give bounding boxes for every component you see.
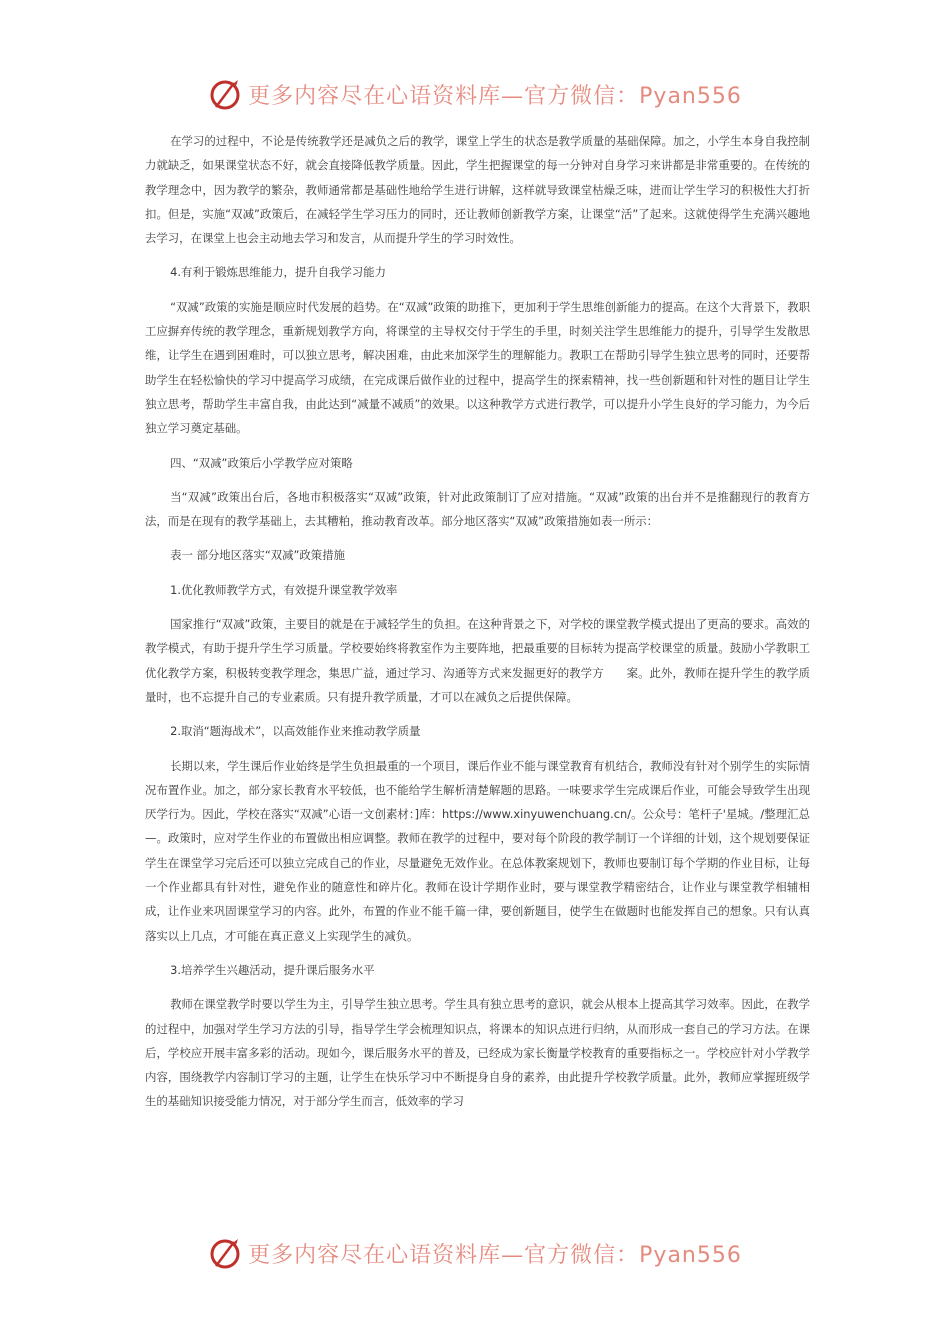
banner-text [248, 79, 742, 110]
banner-dash: — [501, 1242, 525, 1268]
banner-main-text: 更多内容尽在心语资料库 [248, 83, 502, 109]
quill-ink-logo-icon [208, 77, 242, 111]
heading-2: 2.取消“题海战术”，以高效能作业来推动教学质量 [170, 724, 421, 739]
banner-official-label: 官方微信： [524, 83, 640, 109]
article-body [145, 129, 810, 1114]
banner-text [248, 1238, 742, 1269]
heading-3: 3.培养学生兴趣活动，提升课后服务水平 [170, 962, 375, 977]
table-caption: 表一 部分地区落实“双减”政策措施 [170, 548, 345, 563]
footer-watermark-banner [0, 1233, 950, 1273]
banner-wechat-id: Pyan556 [639, 83, 742, 109]
heading-4: 4.有利于锻炼思维能力，提升自我学习能力 [170, 265, 386, 280]
header-watermark-banner [0, 74, 950, 114]
banner-main-text: 更多内容尽在心语资料库 [248, 1242, 502, 1268]
paragraph-5: 长期以来，学生课后作业始终是学生负担最重的一个项目，课后作业不能与课堂教育有机结合，教师没有针对个别学生的实际情况布置作业。加之，部分家长教育水平较低，也不能给学生解析清楚解题的思路。一味要求学生完成课后作业，可能会导致学生出现厌学行为。因此，学校在落实“双减”心语一文创素材：]库：https://www.xinyuwenchuang.cn/。公众号：笔杆子'星城。/整理汇总—。政策时，应对学生作业的布置做出相应调整。教师在教学的过程中，要对每个阶段的教学制订一个详细的计划，这个规划要保证学生在课堂学习完后还可以独立完成自己的作业，尽量避免无效作业。在总体教案规划下，教师也要制订每个学期的作业目标，让每一个作业都具有针对性，避免作业的随意性和碎片化。教师在设计学期作业时，要与课堂教学精密结合，让作业与课堂教学相辅相成，让作业来巩固课堂学习的内容。此外，布置的作业不能千篇一律，要创新题目，使学生在做题时也能发挥自己的想象。只有认真落实以上几点，才可能在真正意义上实现学生的减负。 [145, 758, 810, 943]
paragraph-1: 在学习的过程中，不论是传统教学还是减负之后的教学，课堂上学生的状态是教学质量的基础保障。加之，小学生本身自我控制力就缺乏，如果课堂状态不好，就会直接降低教学质量。因此，学生把握课堂的每一分钟对自身学习来讲都是非常重要的。在传统的教学理念中，因为教学的繁杂，教师通常都是基础性地给学生进行讲解，这样就导致课堂枯燥乏味，进而让学生学习的积极性大打折扣。但是，实施“双减”政策后，在减轻学生学习压力的同时，还让教师创新教学方案，让课堂“活”了起来。这就使得学生充满兴趣地去学习，在课堂上也会主动地去学习和发言，从而提升学生的学习时效性。 [145, 134, 810, 246]
paragraph-3: 当“双减”政策出台后，各地市积极落实“双减”政策，针对此政策制订了应对措施。“双减”政策的出台并不是推翻现行的教育方法，而是在现有的教学基础上，去其糟粕，推动教育改革。部分地区落实“双减”政策措施如表一所示： [145, 489, 810, 529]
paragraph-2: “双减”政策的实施是顺应时代发展的趋势。在“双减”政策的助推下，更加利于学生思维创新能力的提高。在这个大背景下，教职工应摒弃传统的教学理念，重新规划教学方向，将课堂的主导权交付于学生的手里，时刻关注学生思维能力的提升，引导学生发散思维，让学生在遇到困难时，可以独立思考，解决困难，由此来加深学生的理解能力。教职工在帮助引导学生独立思考的同时，还要帮助学生在轻松愉快的学习中提高学习成绩，在完成课后做作业的过程中，提高学生的探索精神，找一些创新题和针对性的题目让学生独立思考，帮助学生丰富自我，由此达到“减量不减质”的效果。以这种教学方式进行教学，可以提升小学生良好的学习能力，为今后独立学习奠定基础。 [145, 299, 810, 436]
quill-ink-logo-icon [208, 1236, 242, 1270]
section-heading-4: 四、“双减”政策后小学教学应对策略 [170, 455, 353, 470]
heading-1: 1.优化教师教学方式，有效提升课堂教学效率 [170, 582, 398, 597]
paragraph-4: 国家推行“双减”政策，主要目的就是在于减轻学生的负担。在这种背景之下，对学校的课堂教学模式提出了更高的要求。高效的教学模式，有助于提升学生学习质量。学校要始终将教室作为主要阵地，把最重要的目标转为提高学校课堂的质量。鼓励小学教职工优化教学方案，积极转变教学理念，集思广益，通过学习、沟通等方式来发掘更好的教学方 案。此外，教师在提升学生的教学质量时，也不忘提升自己的专业素质。只有提升教学质量，才可以在减负之后提供保障。 [145, 617, 810, 704]
banner-official-label: 官方微信： [524, 1242, 640, 1268]
banner-wechat-id: Pyan556 [639, 1242, 742, 1268]
paragraph-6: 教师在课堂教学时要以学生为主，引导学生独立思考。学生具有独立思考的意识，就会从根本上提高其学习效率。因此，在教学的过程中，加强对学生学习方法的引导，指导学生学会梳理知识点，将课本的知识点进行归纳，从而形成一套自己的学习方法。在课后，学校应开展丰富多彩的活动。现如今，课后服务水平的普及，已经成为家长衡量学校教育的重要指标之一。学校应针对小学教学内容，围绕教学内容制订学习的主题，让学生在快乐学习中不断提身自身的素养，由此提升学校教学质量。此外，教师应掌握班级学生的基础知识接受能力情况，对于部分学生而言，低效率的学习 [145, 997, 810, 1109]
banner-dash: — [501, 83, 525, 109]
